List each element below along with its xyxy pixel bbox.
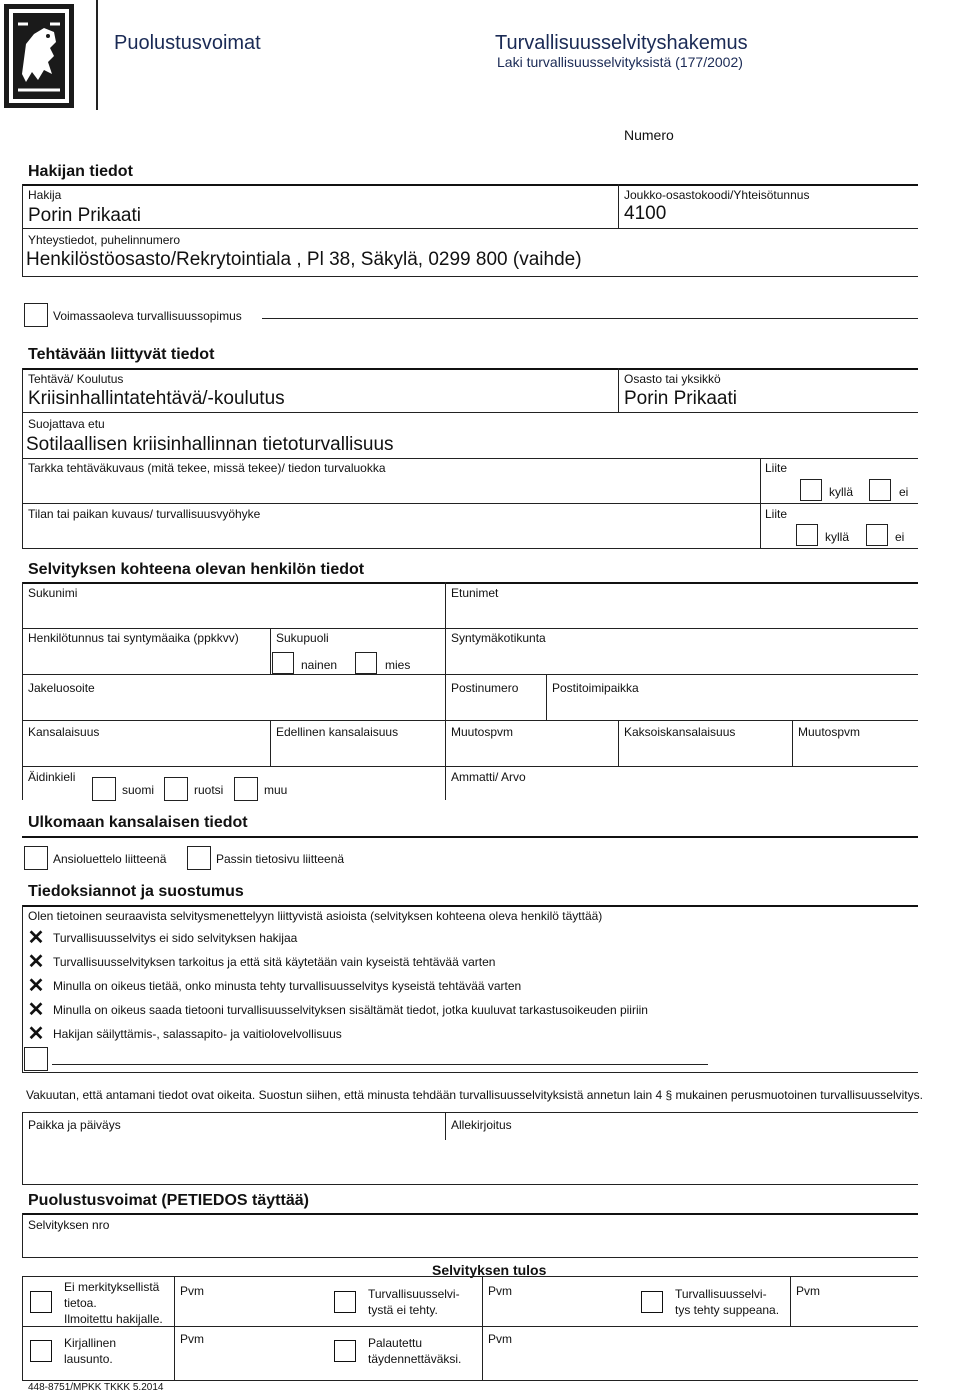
protected-value[interactable]: Sotilaallisen kriisinhallinnan tietoturvallisuus: [26, 434, 394, 455]
number-label: Numero: [624, 127, 674, 143]
attach-1-no-label: ei: [899, 485, 909, 499]
footer-code: 448-8751/MPKK TKKK 5.2014: [28, 1382, 164, 1393]
attach-2-no-checkbox[interactable]: [866, 524, 888, 546]
result-1-line1: Ei merkityksellistä: [64, 1280, 160, 1294]
female-label: nainen: [301, 658, 338, 672]
consent-item-1: Turvallisuusselvitys ei sido selvityksen hakijaa: [53, 931, 298, 945]
attach-2-yes-label: kyllä: [825, 530, 850, 544]
attach-label-1: Liite: [765, 461, 788, 475]
result-2-line1: Turvallisuusselvi-: [368, 1287, 460, 1301]
male-checkbox[interactable]: [355, 652, 377, 674]
result-3-line2: tys tehty suppeana.: [675, 1303, 780, 1317]
person-section-title: Selvityksen kohteena olevan henkilön tiedot: [28, 561, 365, 578]
result-3-pvm: Pvm: [796, 1284, 820, 1298]
attach-2-yes-checkbox[interactable]: [796, 524, 818, 546]
task-label: Tehtävä/ Koulutus: [28, 372, 124, 386]
postcode-label: Postinumero: [451, 681, 519, 695]
consent-check-5[interactable]: ✕: [27, 1023, 45, 1045]
contact-value[interactable]: Henkilöstöosasto/Rekrytointiala , Pl 38, Säkylä, 0299 800 (vaihde): [26, 249, 582, 270]
consent-intro: Olen tietoinen seuraavista selvitysmenettelyyn liittyvistä asioista (selvityksen kohteena oleva henkilö täyttää): [28, 909, 603, 923]
consent-extra-checkbox[interactable]: [24, 1047, 48, 1071]
result-4-line2: lausunto.: [64, 1352, 113, 1366]
attach-1-no-checkbox[interactable]: [869, 479, 891, 501]
change-date-label: Muutospvm: [451, 725, 514, 739]
result-2-pvm: Pvm: [488, 1284, 512, 1298]
passport-label: Passin tietosivu liitteenä: [216, 852, 345, 866]
official-section-title: Puolustusvoimat (PETIEDOS täyttää): [28, 1192, 309, 1209]
result-2-checkbox[interactable]: [334, 1291, 356, 1313]
result-title: Selvityksen tulos: [432, 1262, 547, 1278]
consent-check-1[interactable]: ✕: [27, 927, 45, 949]
consent-check-4[interactable]: ✕: [27, 999, 45, 1021]
other-language-label: muu: [264, 783, 288, 797]
finnish-checkbox[interactable]: [92, 777, 116, 801]
finnish-label: suomi: [122, 783, 155, 797]
result-4-pvm: Pvm: [180, 1332, 204, 1346]
firstnames-label: Etunimet: [451, 586, 499, 600]
result-2-line2: tystä ei tehty.: [368, 1303, 438, 1317]
address-label: Jakeluosoite: [28, 681, 95, 695]
result-3-checkbox[interactable]: [641, 1291, 663, 1313]
agreement-checkbox[interactable]: [24, 303, 48, 327]
consent-item-5: Hakijan säilyttämis-, salassapito- ja vaitiolovelvollisuus: [53, 1027, 342, 1041]
org-name: Puolustusvoimat: [114, 32, 261, 54]
cv-checkbox[interactable]: [24, 846, 48, 870]
result-1-checkbox[interactable]: [30, 1291, 52, 1313]
consent-item-2: Turvallisuusselvityksen tarkoitus ja että sitä käytetään vain kyseistä tehtävää varten: [53, 955, 496, 969]
result-4-checkbox[interactable]: [30, 1340, 52, 1362]
cv-label: Ansioluettelo liitteenä: [53, 852, 167, 866]
birthplace-label: Syntymäkotikunta: [451, 631, 546, 645]
agreement-label: Voimassaoleva turvallisuussopimus: [53, 309, 242, 323]
task-section-title: Tehtävään liittyvät tiedot: [28, 346, 215, 363]
surname-label: Sukunimi: [28, 586, 78, 600]
unit-code-value[interactable]: 4100: [624, 203, 667, 224]
case-no-label: Selvityksen nro: [28, 1218, 110, 1232]
passport-checkbox[interactable]: [187, 846, 211, 870]
contact-label: Yhteystiedot, puhelinnumero: [28, 233, 181, 247]
profession-label: Ammatti/ Arvo: [451, 770, 526, 784]
attach-label-2: Liite: [765, 507, 788, 521]
attach-1-yes-label: kyllä: [829, 485, 854, 499]
dept-label: Osasto tai yksikkö: [624, 372, 721, 386]
change-date2-label: Muutospvm: [798, 725, 861, 739]
dept-value[interactable]: Porin Prikaati: [624, 388, 737, 409]
mother-tongue-label: Äidinkieli: [28, 770, 76, 784]
gender-label: Sukupuoli: [276, 631, 329, 645]
other-language-checkbox[interactable]: [234, 777, 258, 801]
protected-label: Suojattava etu: [28, 417, 105, 431]
task-value[interactable]: Kriisinhallintatehtävä/-koulutus: [28, 388, 285, 409]
defence-forces-logo: [4, 4, 74, 108]
foreign-section-title: Ulkomaan kansalaisen tiedot: [28, 814, 248, 831]
postoffice-label: Postitoimipaikka: [552, 681, 639, 695]
prev-nationality-label: Edellinen kansalaisuus: [276, 725, 399, 739]
swedish-checkbox[interactable]: [164, 777, 188, 801]
declaration-text: Vakuutan, että antamani tiedot ovat oikeita. Suostun siihen, että minusta tehdään turvallisuusselvityksistä annetun lain 4 § mukainen perusmuotoinen turvallisuusselvitys.: [26, 1088, 923, 1102]
applicant-section-title: Hakijan tiedot: [28, 163, 133, 180]
unit-code-label: Joukko-osastokoodi/Yhteisötunnus: [624, 188, 810, 202]
signature-label: Allekirjoitus: [451, 1118, 512, 1132]
form-title: Turvallisuusselvityshakemus: [495, 32, 748, 54]
place-date-label: Paikka ja päiväys: [28, 1118, 121, 1132]
result-5-line2: täydennettäväksi.: [368, 1352, 462, 1366]
result-5-line1: Palautettu: [368, 1336, 423, 1350]
consent-check-2[interactable]: ✕: [27, 951, 45, 973]
consent-item-4: Minulla on oikeus saada tietooni turvallisuusselvityksen sisältämät tiedot, jotka kuuluvat tarkastusoikeuden piiriin: [53, 1003, 648, 1017]
result-1-line3: Ilmoitettu hakijalle.: [64, 1312, 163, 1326]
desc-label: Tarkka tehtäväkuvaus (mitä tekee, missä tekee)/ tiedon turvaluokka: [28, 461, 386, 475]
result-1-pvm: Pvm: [180, 1284, 204, 1298]
result-4-line1: Kirjallinen: [64, 1336, 117, 1350]
consent-check-3[interactable]: ✕: [27, 975, 45, 997]
female-checkbox[interactable]: [272, 652, 294, 674]
nationality-label: Kansalaisuus: [28, 725, 100, 739]
dual-nationality-label: Kaksoiskansalaisuus: [624, 725, 736, 739]
result-5-checkbox[interactable]: [334, 1340, 356, 1362]
male-label: mies: [385, 658, 411, 672]
applicant-value[interactable]: Porin Prikaati: [28, 205, 141, 226]
result-5-pvm: Pvm: [488, 1332, 512, 1346]
place-label: Tilan tai paikan kuvaus/ turvallisuusvyöhyke: [28, 507, 261, 521]
result-3-line1: Turvallisuusselvi-: [675, 1287, 767, 1301]
consent-item-3: Minulla on oikeus tietää, onko minusta tehty turvallisuusselvitys kyseistä tehtävää varten: [53, 979, 522, 993]
applicant-label: Hakija: [28, 188, 62, 202]
id-label: Henkilötunnus tai syntymäaika (ppkkvv): [28, 631, 239, 645]
form-subtitle: Laki turvallisuusselvityksistä (177/2002): [497, 54, 743, 70]
result-1-line2: tietoa.: [64, 1296, 97, 1310]
attach-1-yes-checkbox[interactable]: [800, 479, 822, 501]
swedish-label: ruotsi: [194, 783, 224, 797]
attach-2-no-label: ei: [895, 530, 905, 544]
consent-section-title: Tiedoksiannot ja suostumus: [28, 883, 244, 900]
